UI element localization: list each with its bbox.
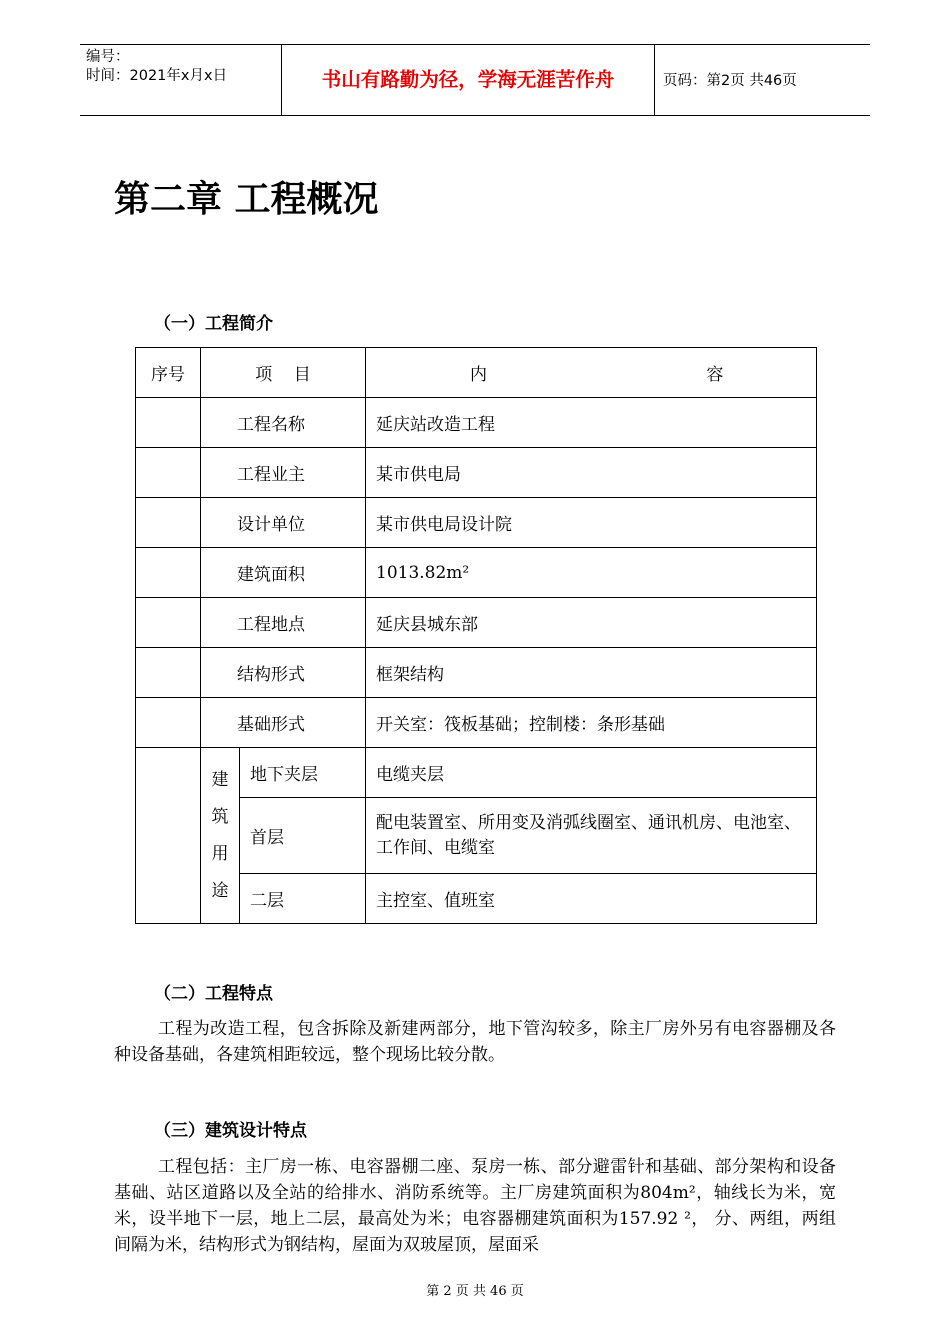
usage-group-label (201, 748, 240, 924)
table-row (136, 648, 817, 698)
item-cell: 建筑面积 (201, 548, 366, 598)
floor-cell: 二层 (240, 874, 366, 924)
content-cell: 某市供电局设计院 (366, 498, 817, 548)
header-meta (86, 48, 276, 86)
page-header (80, 44, 870, 116)
content-cell: 配电装置室、所用变及消弧线圈室、通讯机房、电池室、工作间、电缆室 (366, 798, 817, 874)
table-row (136, 598, 817, 648)
section-title-design: （三）建筑设计特点 (154, 1121, 307, 1141)
usage-label-char: 建 (211, 769, 229, 790)
table-row (136, 448, 817, 498)
table-row (136, 498, 817, 548)
seq-cell (136, 398, 201, 448)
table-row (136, 698, 817, 748)
content-cell: 1013.82m² (366, 548, 817, 598)
header-seq: 序号 (136, 348, 201, 398)
header-number: 编号： (86, 49, 130, 65)
content-cell: 电缆夹层 (366, 748, 817, 798)
item-cell: 工程业主 (201, 448, 366, 498)
usage-label-char: 途 (211, 880, 229, 901)
design-paragraph: 工程包括：主厂房一栋、电容器棚二座、泵房一栋、部分避雷针和基础、部分架构和设备基础、站区道路以及全站的给排水、消防系统等。主厂房建筑面积为804m²，轴线长为米，宽米，设半地下一层，地上二层，最高处为米；电容器棚建筑面积为157.92 ²， 分、两组，两组间隔为米，结构形式为钢结构，屋面为双玻屋顶，屋面采 (114, 1157, 836, 1255)
table-row (136, 748, 817, 798)
table-header-row (136, 348, 817, 398)
header-content-a: 内 (470, 365, 487, 385)
content-cell: 框架结构 (366, 648, 817, 698)
header-item: 项 目 (201, 348, 366, 398)
header-page-number: 页码：第2页 共46页 (663, 73, 797, 89)
header-divider (654, 45, 655, 115)
seq-cell (136, 448, 201, 498)
item-cell: 工程地点 (201, 598, 366, 648)
item-cell: 设计单位 (201, 498, 366, 548)
floor-cell: 地下夹层 (240, 748, 366, 798)
seq-cell (136, 748, 201, 924)
header-content (366, 348, 817, 398)
section-title-overview: （一）工程简介 (154, 314, 273, 334)
chapter-title: 第二章 工程概况 (114, 179, 379, 220)
section-title-features: （二）工程特点 (154, 984, 273, 1004)
seq-cell (136, 598, 201, 648)
table-row (136, 398, 817, 448)
item-cell: 基础形式 (201, 698, 366, 748)
seq-cell (136, 548, 201, 598)
usage-label-char: 用 (211, 843, 229, 864)
content-cell: 延庆站改造工程 (366, 398, 817, 448)
usage-label-char: 筑 (211, 806, 229, 827)
item-cell: 结构形式 (201, 648, 366, 698)
seq-cell (136, 648, 201, 698)
header-content-b: 容 (706, 365, 724, 385)
floor-cell: 首层 (240, 798, 366, 874)
header-motto: 书山有路勤为径，学海无涯苦作舟 (321, 68, 615, 91)
seq-cell (136, 698, 201, 748)
item-cell: 工程名称 (201, 398, 366, 448)
seq-cell (136, 498, 201, 548)
project-overview-table (135, 347, 817, 924)
features-paragraph: 工程为改造工程，包含拆除及新建两部分，地下管沟较多，除主厂房外另有电容器棚及各种设备基础，各建筑相距较远，整个现场比较分散。 (114, 1019, 836, 1065)
content-cell: 主控室、值班室 (366, 874, 817, 924)
page-footer: 第 2 页 共 46 页 (426, 1284, 524, 1299)
content-cell: 开关室：筏板基础；控制楼：条形基础 (366, 698, 817, 748)
table-row (136, 548, 817, 598)
content-cell: 某市供电局 (366, 448, 817, 498)
content-cell: 延庆县城东部 (366, 598, 817, 648)
header-time: 时间：2021年x月x日 (86, 68, 228, 84)
